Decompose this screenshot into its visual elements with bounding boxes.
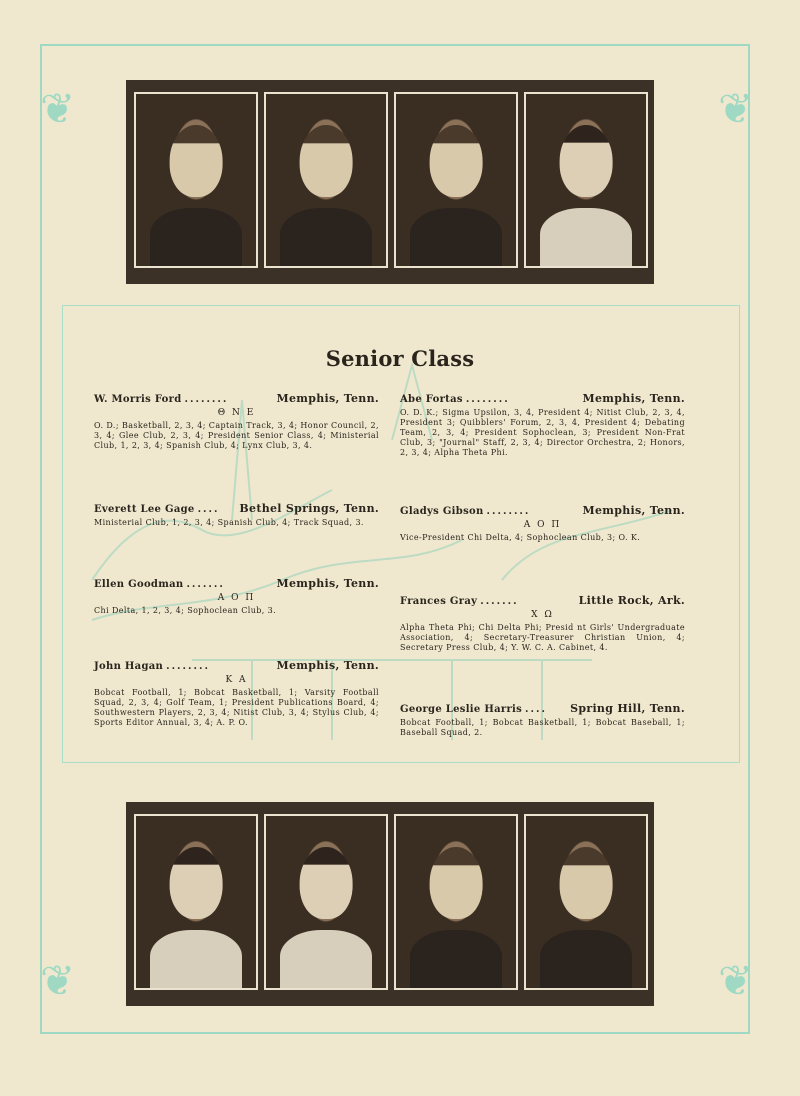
activities: O. D.; Basketball, 2, 3, 4; Captain Track, 3, 4; Honor Council, 2, 3, 4; Glee Club, 2, 3, 4; President Senior Class, 4; Ministerial Club, 1, 2, 3, 4; Spanish Club, 4; Lynx Club, 3, 4. — [94, 421, 379, 450]
student-name: Abe Fortas — [400, 394, 463, 405]
student-name: Ellen Goodman — [94, 579, 184, 590]
student-name: Frances Gray — [400, 596, 478, 607]
entry-4: Gladys Gibson ........ Memphis, Tenn. A O Π Vice-President Chi Delta, 4; Sophoclean Club, 3; O. K. — [400, 504, 685, 542]
student-name: Gladys Gibson — [400, 506, 484, 517]
student-name: John Hagan — [94, 661, 164, 672]
entry-3: Everett Lee Gage .... Bethel Springs, Tenn. Ministerial Club, 1, 2, 3, 4; Spanish Club, 4; Track Squad, 3. — [94, 502, 379, 527]
fraternity-letters: Θ N E — [217, 408, 256, 418]
sorority-letters: A O Π — [523, 520, 562, 530]
entry-7: John Hagan ........ Memphis, Tenn. K A Bobcat Football, 1; Bobcat Basketball, 1; Varsity Football Squad, 2, 3, 4; Golf Team, 1; President Publications Board, 4; Southwestern Players, 2, 3, 4; Nitist Club, 3, 4; Stylus Club, 4; Sports Editor Annual, 3, 4; A. P. O. — [94, 659, 379, 727]
page-title: Senior Class — [325, 346, 475, 371]
sorority-letters: X Ω — [531, 610, 554, 620]
sorority-letters: A O Π — [217, 593, 256, 603]
entry-5: Ellen Goodman ....... Memphis, Tenn. A O Π Chi Delta, 1, 2, 3, 4; Sophoclean Club, 3. — [94, 577, 379, 615]
entry-1: W. Morris Ford ........ Memphis, Tenn. Θ N E O. D.; Basketball, 2, 3, 4; Captain Track, 3, 4; Honor Council, 2, 3, 4; Glee Club, 2, 3, 4; President Senior Class, 4; Ministerial Club, 1, 2, 3, 4; Spanish Club, 4; Lynx Club, 3, 4. — [94, 392, 379, 450]
hometown: Memphis, Tenn. — [582, 392, 685, 405]
entry-6: Frances Gray ....... Little Rock, Ark. X Ω Alpha Theta Phi; Chi Delta Phi; Presid nt Girls' Undergraduate Association, 4; Secretary-Treasurer Christian Union, 4; Secretary Press Club, 4; Y. W. C. A. Cabinet, 4. — [400, 594, 685, 652]
hometown: Spring Hill, Tenn. — [570, 702, 685, 715]
hometown: Memphis, Tenn. — [276, 392, 379, 405]
top-left-ornament: ❦ — [40, 84, 76, 133]
hometown: Bethel Springs, Tenn. — [239, 502, 379, 515]
portrait-top-4 — [524, 92, 648, 268]
portrait-bottom-4 — [524, 814, 648, 990]
student-name: Everett Lee Gage — [94, 504, 195, 515]
student-name: George Leslie Harris — [400, 704, 523, 715]
entry-2: Abe Fortas ........ Memphis, Tenn. O. D. K.; Sigma Upsilon, 3, 4, President 4; Nitist Club, 2, 3, 4, President 3; Quibblers' Forum, 2, 3, 4, President 4; Debating Team, 2, 3, 4; President Sophoclean, 3; President Non-Frat Club, 3; "Journal" Staff, 2, 3, 4; Director Orchestra, 2; Honors, 2, 3, 4; Alpha Theta Phi. — [400, 392, 685, 457]
activities: Bobcat Football, 1; Bobcat Basketball, 1; Varsity Football Squad, 2, 3, 4; Golf Team, 1; President Publications Board, 4; Southwestern Players, 2, 3, 4; Nitist Club, 3, 4; Stylus Club, 4; Sports Editor Annual, 3, 4; A. P. O. — [94, 688, 379, 727]
portrait-top-1 — [134, 92, 258, 268]
fraternity-letters: K A — [225, 675, 248, 685]
entry-8: George Leslie Harris .... Spring Hill, Tenn. Bobcat Football, 1; Bobcat Basketball, 1; Bobcat Baseball, 1; Baseball Squad, 2. — [400, 702, 685, 737]
student-name: W. Morris Ford — [94, 394, 182, 405]
hometown: Little Rock, Ark. — [578, 594, 685, 607]
activities: Vice-President Chi Delta, 4; Sophoclean Club, 3; O. K. — [400, 533, 641, 542]
activities: Ministerial Club, 1, 2, 3, 4; Spanish Club, 4; Track Squad, 3. — [94, 518, 364, 527]
hometown: Memphis, Tenn. — [276, 659, 379, 672]
activities: Alpha Theta Phi; Chi Delta Phi; Presid nt Girls' Undergraduate Association, 4; Secretary-Treasurer Christian Union, 4; Secretary Press Club, 4; Y. W. C. A. Cabinet, 4. — [400, 623, 685, 652]
hometown: Memphis, Tenn. — [276, 577, 379, 590]
hometown: Memphis, Tenn. — [582, 504, 685, 517]
activities: Chi Delta, 1, 2, 3, 4; Sophoclean Club, 3. — [94, 606, 277, 615]
top-right-ornament: ❦ — [718, 84, 754, 133]
bottom-right-ornament: ❦ — [718, 956, 754, 1005]
activities: O. D. K.; Sigma Upsilon, 3, 4, President 4; Nitist Club, 2, 3, 4, President 3; Quibblers' Forum, 2, 3, 4, President 4; Debating Team, 2, 3, 4; President Sophoclean, 3; President Non-Frat Club, 3; "Journal" Staff, 2, 3, 4; Director Orchestra, 2; Honors, 2, 3, 4; Alpha Theta Phi. — [400, 408, 685, 457]
portrait-top-3 — [394, 92, 518, 268]
portrait-bottom-1 — [134, 814, 258, 990]
portrait-top-2 — [264, 92, 388, 268]
activities: Bobcat Football, 1; Bobcat Basketball, 1; Bobcat Baseball, 1; Baseball Squad, 2. — [400, 718, 685, 737]
portrait-bottom-3 — [394, 814, 518, 990]
bottom-left-ornament: ❦ — [40, 956, 76, 1005]
portrait-bottom-2 — [264, 814, 388, 990]
